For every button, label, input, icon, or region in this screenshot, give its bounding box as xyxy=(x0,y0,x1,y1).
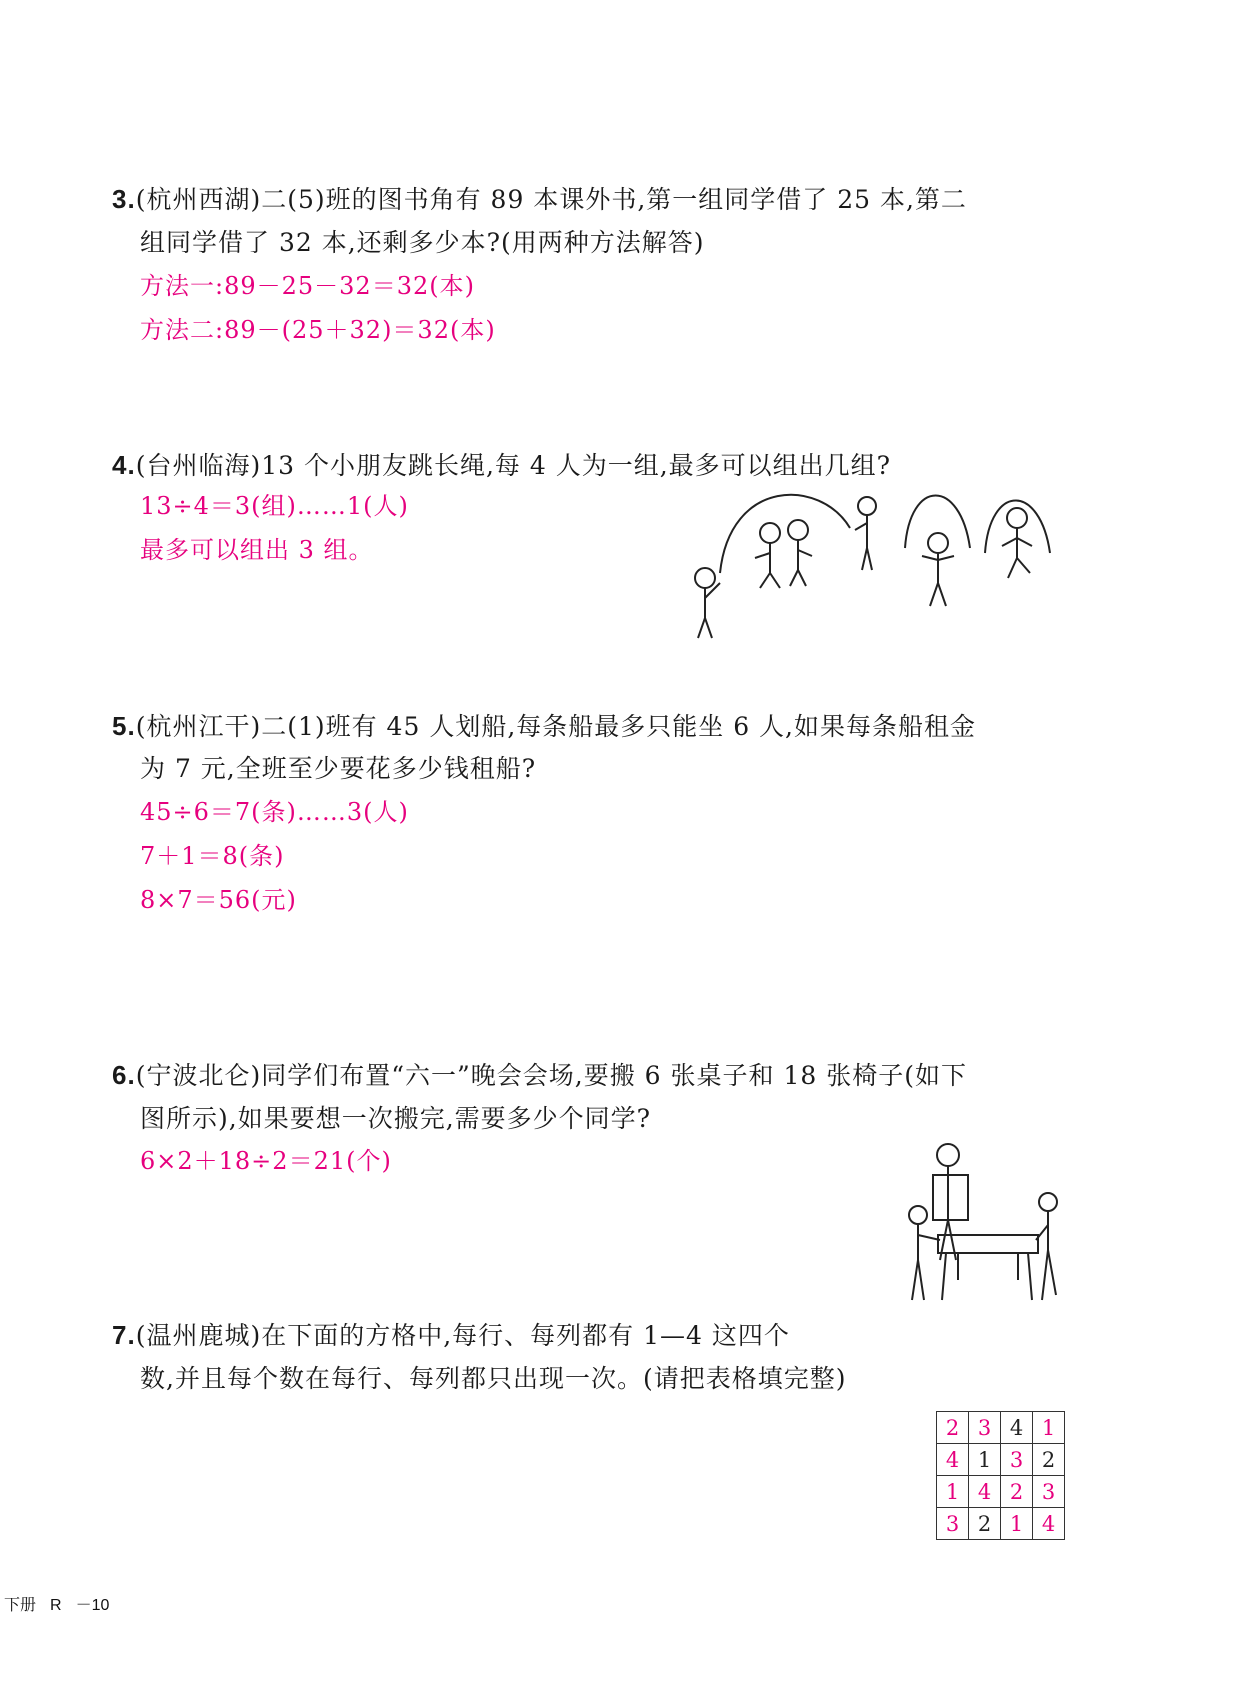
grid-cell: 2 xyxy=(1033,1444,1065,1476)
problem-6-question-line-1: 6.(宁波北仑)同学们布置“六一”晚会会场,要搬 6 张桌子和 18 张椅子(如下 xyxy=(112,1060,967,1090)
problem-number: 5. xyxy=(112,711,136,741)
grid-row xyxy=(937,1444,1065,1476)
grid-cell: 4 xyxy=(1033,1508,1065,1540)
grid-cell: 1 xyxy=(1001,1508,1033,1540)
grid-cell: 4 xyxy=(937,1444,969,1476)
problem-5-answer-line-1: 45÷6＝7(条)……3(人) xyxy=(140,798,409,826)
grid-row xyxy=(937,1508,1065,1540)
grid-cell: 2 xyxy=(1001,1476,1033,1508)
problem-4-question-line-1: 4.(台州临海)13 个小朋友跳长绳,每 4 人为一组,最多可以组出几组? xyxy=(112,450,892,480)
grid-cell: 3 xyxy=(969,1412,1001,1444)
number-grid xyxy=(936,1411,1065,1540)
grid-cell: 4 xyxy=(1001,1412,1033,1444)
page-number: －10 xyxy=(75,1597,110,1614)
grid-cell: 3 xyxy=(1001,1444,1033,1476)
problem-3-question-line-1: 3.(杭州西湖)二(5)班的图书角有 89 本课外书,第一组同学借了 25 本,第二 xyxy=(112,184,967,214)
problem-3-question-line-2: 组同学借了 32 本,还剩多少本?(用两种方法解答) xyxy=(140,228,705,257)
problem-7-question-line-2: 数,并且每个数在每行、每列都只出现一次。(请把表格填完整) xyxy=(140,1364,847,1393)
problem-3-answer-line-2: 方法二:89－(25＋32)＝32(本) xyxy=(140,316,496,344)
problem-5-question-line-2: 为 7 元,全班至少要花多少钱租船? xyxy=(140,754,537,783)
problem-number: 7. xyxy=(112,1320,136,1350)
problem-6-question-line-2: 图所示),如果要想一次搬完,需要多少个同学? xyxy=(140,1104,652,1133)
problem-5-answer-line-2: 7＋1＝8(条) xyxy=(140,842,285,870)
problem-3-answer-line-1: 方法一:89－25－32＝32(本) xyxy=(140,272,475,300)
problem-5-answer-line-3: 8×7＝56(元) xyxy=(140,886,297,914)
problem-number: 3. xyxy=(112,184,136,214)
problem-5-question-line-1: 5.(杭州江干)二(1)班有 45 人划船,每条船最多只能坐 6 人,如果每条船租金 xyxy=(112,711,977,741)
jump-rope-illustration xyxy=(680,488,1070,648)
grid-row xyxy=(937,1476,1065,1508)
problem-4-answer-line-2: 最多可以组出 3 组。 xyxy=(140,536,374,564)
grid-cell: 2 xyxy=(969,1508,1001,1540)
grid-cell: 4 xyxy=(969,1476,1001,1508)
footer-volume: 下册 xyxy=(4,1597,37,1614)
problem-number: 4. xyxy=(112,450,136,480)
grid-cell: 1 xyxy=(969,1444,1001,1476)
problem-number: 6. xyxy=(112,1060,136,1090)
grid-cell: 3 xyxy=(937,1508,969,1540)
problem-7-question-line-1: 7.(温州鹿城)在下面的方格中,每行、每列都有 1—4 这四个 xyxy=(112,1320,790,1350)
grid-row xyxy=(937,1412,1065,1444)
grid-cell: 2 xyxy=(937,1412,969,1444)
footer-edition: R xyxy=(50,1597,62,1614)
moving-furniture-illustration xyxy=(898,1140,1068,1315)
grid-cell: 3 xyxy=(1033,1476,1065,1508)
grid-cell: 1 xyxy=(1033,1412,1065,1444)
problem-4-answer-line-1: 13÷4＝3(组)……1(人) xyxy=(140,492,409,520)
page-footer xyxy=(4,1592,123,1615)
problem-6-answer-line-1: 6×2＋18÷2＝21(个) xyxy=(140,1147,392,1175)
grid-cell: 1 xyxy=(937,1476,969,1508)
